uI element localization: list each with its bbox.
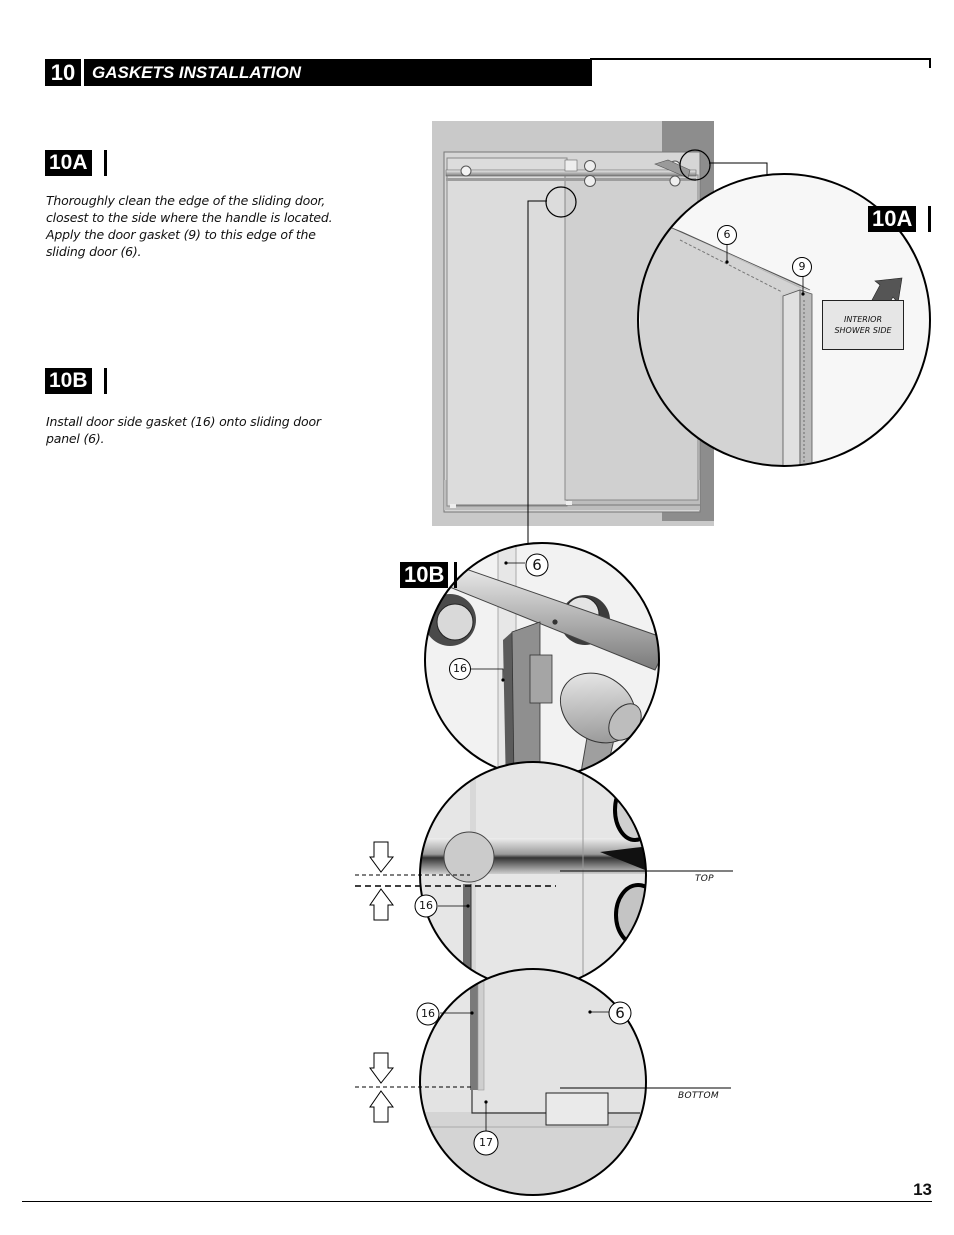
callout-16-bottom: 16 (421, 1007, 435, 1020)
bottom-caption: BOTTOM (678, 1091, 719, 1101)
step-10a-tag: 10A (45, 150, 92, 176)
callout-9: 9 (798, 260, 806, 273)
callout-16-10b: 16 (453, 662, 467, 675)
interior-shower-side-label (822, 300, 904, 350)
footer-rule (22, 1201, 932, 1202)
detail-10a-tag: 10A (868, 206, 916, 232)
section-title: GASKETS INSTALLATION (84, 59, 592, 86)
page-number: 13 (913, 1180, 932, 1199)
step-10b-text: Install door side gasket (16) onto sliding door panel (6). (46, 414, 321, 446)
detail-bottom (355, 965, 731, 1202)
section-number: 10 (45, 59, 81, 86)
detail-top (355, 760, 733, 994)
step-10b-tag: 10B (45, 368, 92, 394)
interior-label-line2: SHOWER SIDE (834, 326, 892, 335)
callout-6-10a: 6 (723, 228, 731, 241)
interior-label-line1: INTERIOR (843, 315, 883, 324)
callout-6-10b: 6 (532, 556, 542, 574)
detail-10a-tag-bar (928, 206, 931, 232)
detail-10b-tag: 10B (400, 562, 448, 588)
callout-17: 17 (479, 1136, 493, 1149)
step-10a-text: Thoroughly clean the edge of the sliding door, closest to the side where the handle is located. Apply the door gasket (9) to this edge of the sliding door (6). (46, 193, 333, 259)
callout-6-bottom: 6 (615, 1004, 625, 1022)
callout-16-top: 16 (419, 899, 433, 912)
top-caption: TOP (695, 874, 714, 884)
detail-10b-tag-bar (454, 562, 457, 588)
